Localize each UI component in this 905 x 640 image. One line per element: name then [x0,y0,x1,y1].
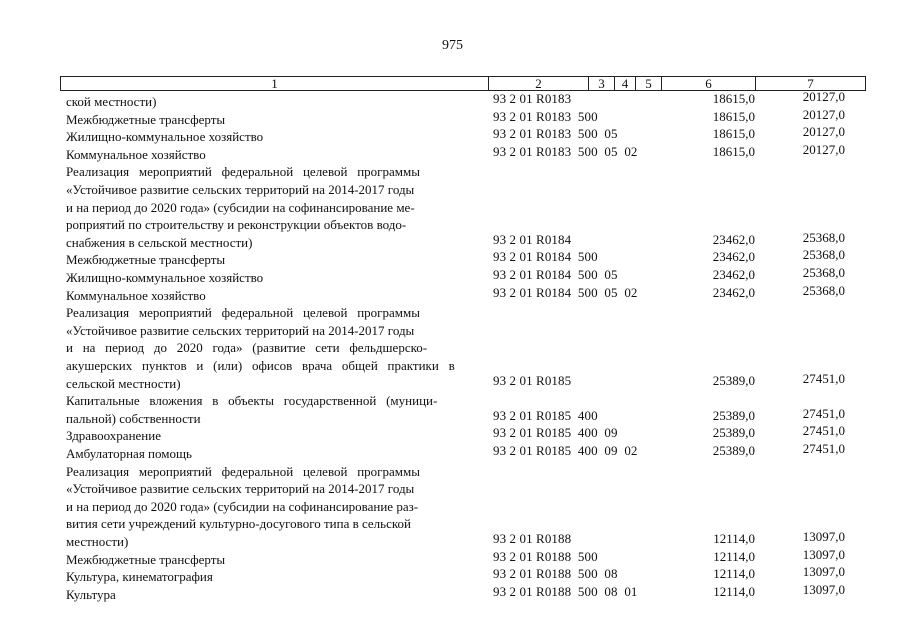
row-name [66,93,486,111]
row-value-col6: 23462,0 [712,284,755,300]
row-name-line: акушерских пунктов и (или) офисов врача общей практики в [66,357,455,373]
row-value-col7: 25368,0 [802,229,845,245]
row-name-line: Реализация мероприятий федеральной целевой программы [66,305,420,321]
row-code: 93 2 01 R0184 [493,231,572,247]
row-code: 93 2 01 R0185 400 09 02 [493,443,638,458]
row-name [66,445,486,463]
row-value-col6: 18615,0 [712,108,755,124]
row-name [66,128,486,146]
row-name-line: Жилищно-коммунальное хозяйство [66,129,264,145]
row-name [66,287,486,305]
table-row [0,304,905,391]
row-value-col6: 23462,0 [712,231,755,247]
row-code: 93 2 01 R0188 500 08 [493,566,618,582]
table-header [60,76,866,91]
header-col-7: 7 [755,77,865,90]
table-row [0,581,905,602]
row-value-col6: 12114,0 [713,583,755,599]
row-value-col7: 13097,0 [802,581,845,597]
row-value-col7: 20127,0 [802,124,845,140]
row-value-col7: 20127,0 [802,141,845,157]
row-name-line: Реализация мероприятий федеральной целевой программы [66,164,420,180]
row-code: 93 2 01 R0184 500 [493,249,598,265]
row-value-col6: 25389,0 [712,372,755,388]
row-code: 93 2 01 R0183 500 05 [493,126,618,142]
row-name [66,251,486,269]
table-row [0,141,905,162]
row-value-col7: 25368,0 [802,265,845,280]
row-name-line: пальной) собственности [66,410,201,426]
row-value-col7: 27451,0 [802,423,845,439]
row-name [66,586,486,604]
row-value-col6: 12114,0 [713,530,755,546]
header-col-1: 1 [271,76,278,91]
row-value-col7: 13097,0 [802,528,845,544]
row-value-col6: 25389,0 [712,407,755,423]
table-row [0,463,905,549]
row-name-line: снабжения в сельской местности) [66,234,253,250]
row-name [66,392,486,427]
row-name [66,269,486,287]
row-name-line: Межбюджетные трансферты [66,551,226,567]
row-value-col7: 20127,0 [802,89,845,104]
row-name-line: «Устойчивое развитие сельских территорий на 2014-2017 годы [66,481,415,497]
row-name-line: роприятий по строительству и реконструкции объектов водо- [66,217,407,233]
row-name-line: Амбулаторная помощь [66,446,192,461]
header-col-5: 5 [635,77,661,90]
row-value-col6: 12114,0 [713,566,755,582]
row-name-line: и на период до 2020 года» (развитие сети фельдшерско- [66,340,428,356]
table-row [0,163,905,250]
row-code: 93 2 01 R0183 [493,91,572,106]
row-name-line: Межбюджетные трансферты [66,111,226,127]
row-value-col7: 27451,0 [802,405,845,421]
row-code: 93 2 01 R0185 400 [493,407,598,423]
row-value-col7: 13097,0 [802,546,845,562]
row-name [66,304,486,392]
row-name-line: вития сети учреждений культурно-досугового типа в сельской [66,516,411,532]
row-name-line: Жилищно-коммунальное хозяйство [66,270,264,285]
row-name-line: Здравоохранение [66,428,161,444]
row-name-line: Коммунальное хозяйство [66,146,206,162]
row-code: 93 2 01 R0183 500 [493,108,598,124]
row-code: 93 2 01 R0183 500 05 02 [493,143,638,159]
row-code: 93 2 01 R0184 500 05 [493,267,618,282]
row-name [66,427,486,445]
row-name [66,146,486,164]
header-col-4: 4 [614,77,635,90]
header-col-6: 6 [661,77,755,90]
row-code: 93 2 01 R0188 500 08 01 [493,583,638,599]
page-number: 975 [442,38,463,53]
header-col-3: 3 [588,77,614,90]
row-name-line: «Устойчивое развитие сельских территорий на 2014-2017 годы [66,322,415,338]
row-value-col6: 23462,0 [712,249,755,265]
table-row [0,282,905,303]
row-code: 93 2 01 R0188 [493,530,572,546]
row-value-col6: 12114,0 [713,548,755,564]
row-value-col6: 23462,0 [712,267,755,282]
row-value-col6: 18615,0 [712,91,755,106]
row-value-col6: 18615,0 [712,126,755,142]
row-name-line: Культура [66,586,116,602]
row-value-col7: 13097,0 [802,564,845,580]
row-name-line: и на период до 2020 года» (субсидии на софинансирование ме- [66,199,415,215]
row-value-col7: 27451,0 [802,370,845,386]
row-code: 93 2 01 R0184 500 05 02 [493,284,638,300]
row-name-line: ской местности) [66,94,157,109]
row-name-line: Реализация мероприятий федеральной целевой программы [66,463,420,479]
row-name-line: Культура, кинематография [66,569,213,585]
row-name-line: Капитальные вложения в объекты государственной (муници- [66,393,438,409]
row-name [66,568,486,586]
row-value-col6: 18615,0 [712,143,755,159]
row-value-col6: 25389,0 [712,443,755,458]
row-value-col7: 25368,0 [802,247,845,263]
row-name [66,163,486,251]
table-row [0,441,905,461]
row-name [66,463,486,551]
row-name-line: «Устойчивое развитие сельских территорий на 2014-2017 годы [66,181,415,197]
row-value-col7: 20127,0 [802,106,845,122]
row-value-col6: 25389,0 [712,425,755,441]
row-name-line: и на период до 2020 года» (субсидии на софинансирование раз- [66,498,419,514]
row-name-line: Межбюджетные трансферты [66,252,226,268]
row-code: 93 2 01 R0185 [493,372,572,388]
row-value-col7: 27451,0 [802,441,845,456]
row-value-col7: 25368,0 [802,282,845,298]
header-col-2: 2 [488,77,588,90]
row-code: 93 2 01 R0185 400 09 [493,425,618,441]
row-name [66,111,486,129]
row-name-line: местности) [66,533,129,549]
row-name [66,551,486,569]
table-row [0,392,905,426]
row-name-line: сельской местности) [66,375,181,391]
row-name-line: Коммунальное хозяйство [66,287,206,303]
row-code: 93 2 01 R0188 500 [493,548,598,564]
